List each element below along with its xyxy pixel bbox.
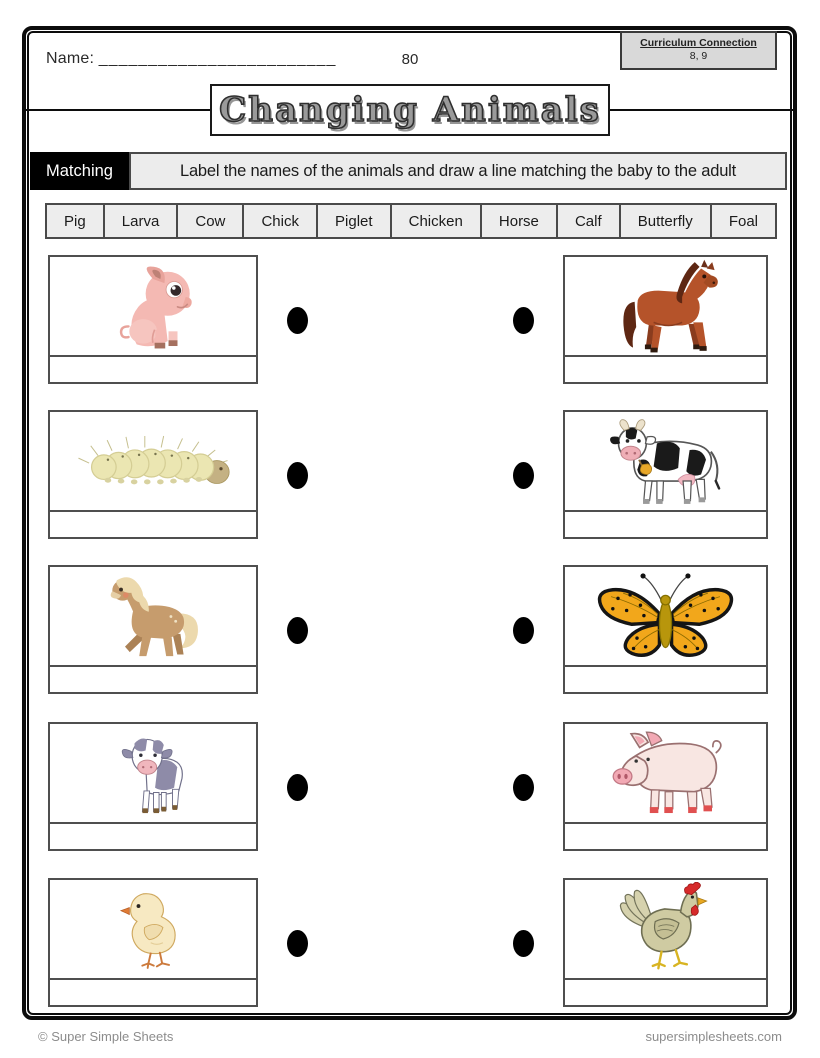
horse-image xyxy=(606,259,725,354)
horse-image-box xyxy=(563,255,768,357)
word-bank-item-cow: Cow xyxy=(176,203,244,239)
baby-card-chick xyxy=(48,878,258,1007)
chick-image xyxy=(111,883,195,975)
cow-image xyxy=(598,414,733,508)
word-bank xyxy=(45,203,777,239)
answer-line-calf[interactable] xyxy=(48,823,258,851)
butterfly-image xyxy=(592,569,739,664)
name-input-line[interactable]: ________________________ xyxy=(98,50,337,67)
larva-image xyxy=(67,426,239,496)
word-bank-item-chick: Chick xyxy=(242,203,318,239)
match-dot-baby-row3[interactable] xyxy=(287,617,308,644)
section-label-matching: Matching xyxy=(30,152,129,190)
answer-line-horse[interactable] xyxy=(563,356,768,384)
answer-line-piglet[interactable] xyxy=(48,356,258,384)
larva-image-box xyxy=(48,410,258,512)
foal-image-box xyxy=(48,565,258,667)
word-bank-item-pig: Pig xyxy=(45,203,105,239)
baby-card-piglet xyxy=(48,255,258,384)
piglet-image-box xyxy=(48,255,258,357)
cow-image-box xyxy=(563,410,768,512)
adult-card-chicken xyxy=(563,878,768,1007)
match-dot-baby-row5[interactable] xyxy=(287,930,308,957)
word-bank-item-foal: Foal xyxy=(710,203,777,239)
pig-image xyxy=(602,727,730,819)
baby-card-foal xyxy=(48,565,258,694)
calf-image-box xyxy=(48,722,258,824)
footer-website[interactable]: supersimplesheets.com xyxy=(645,1029,782,1044)
pig-image-box xyxy=(563,722,768,824)
adult-card-cow xyxy=(563,410,768,539)
match-dot-adult-row3[interactable] xyxy=(513,617,534,644)
curriculum-connection-box xyxy=(620,31,777,70)
match-dot-adult-row2[interactable] xyxy=(513,462,534,489)
title-box xyxy=(210,84,610,136)
word-bank-item-piglet: Piglet xyxy=(316,203,392,239)
adult-card-butterfly xyxy=(563,565,768,694)
chicken-image-box xyxy=(563,878,768,980)
match-dot-adult-row4[interactable] xyxy=(513,774,534,801)
answer-line-cow[interactable] xyxy=(563,511,768,539)
match-dot-baby-row4[interactable] xyxy=(287,774,308,801)
word-bank-item-horse: Horse xyxy=(480,203,558,239)
answer-line-butterfly[interactable] xyxy=(563,666,768,694)
word-bank-item-butterfly: Butterfly xyxy=(619,203,712,239)
word-bank-item-calf: Calf xyxy=(556,203,621,239)
piglet-image xyxy=(104,261,202,351)
match-dot-baby-row2[interactable] xyxy=(287,462,308,489)
answer-line-foal[interactable] xyxy=(48,666,258,694)
word-bank-item-larva: Larva xyxy=(103,203,179,239)
answer-line-chick[interactable] xyxy=(48,979,258,1007)
curriculum-title: Curriculum Connection xyxy=(640,37,757,49)
answer-line-larva[interactable] xyxy=(48,511,258,539)
curriculum-codes: 8, 9 xyxy=(689,50,708,62)
foal-image xyxy=(98,569,209,664)
match-dot-adult-row5[interactable] xyxy=(513,930,534,957)
answer-line-pig[interactable] xyxy=(563,823,768,851)
word-bank-item-chicken: Chicken xyxy=(390,203,482,239)
footer-copyright: © Super Simple Sheets xyxy=(38,1029,174,1044)
name-label: Name: xyxy=(46,50,95,67)
butterfly-image-box xyxy=(563,565,768,667)
match-dot-baby-row1[interactable] xyxy=(287,307,308,334)
page-number: 80 xyxy=(401,51,419,68)
instruction-text: Label the names of the animals and draw a line matching the baby to the adult xyxy=(129,152,787,190)
chicken-image xyxy=(614,882,717,977)
answer-line-chicken[interactable] xyxy=(563,979,768,1007)
chick-image-box xyxy=(48,878,258,980)
adult-card-horse xyxy=(563,255,768,384)
page-title: Changing Animals xyxy=(219,90,601,130)
adult-card-pig xyxy=(563,722,768,851)
baby-card-larva xyxy=(48,410,258,539)
match-dot-adult-row1[interactable] xyxy=(513,307,534,334)
calf-image xyxy=(106,726,201,821)
baby-card-calf xyxy=(48,722,258,851)
